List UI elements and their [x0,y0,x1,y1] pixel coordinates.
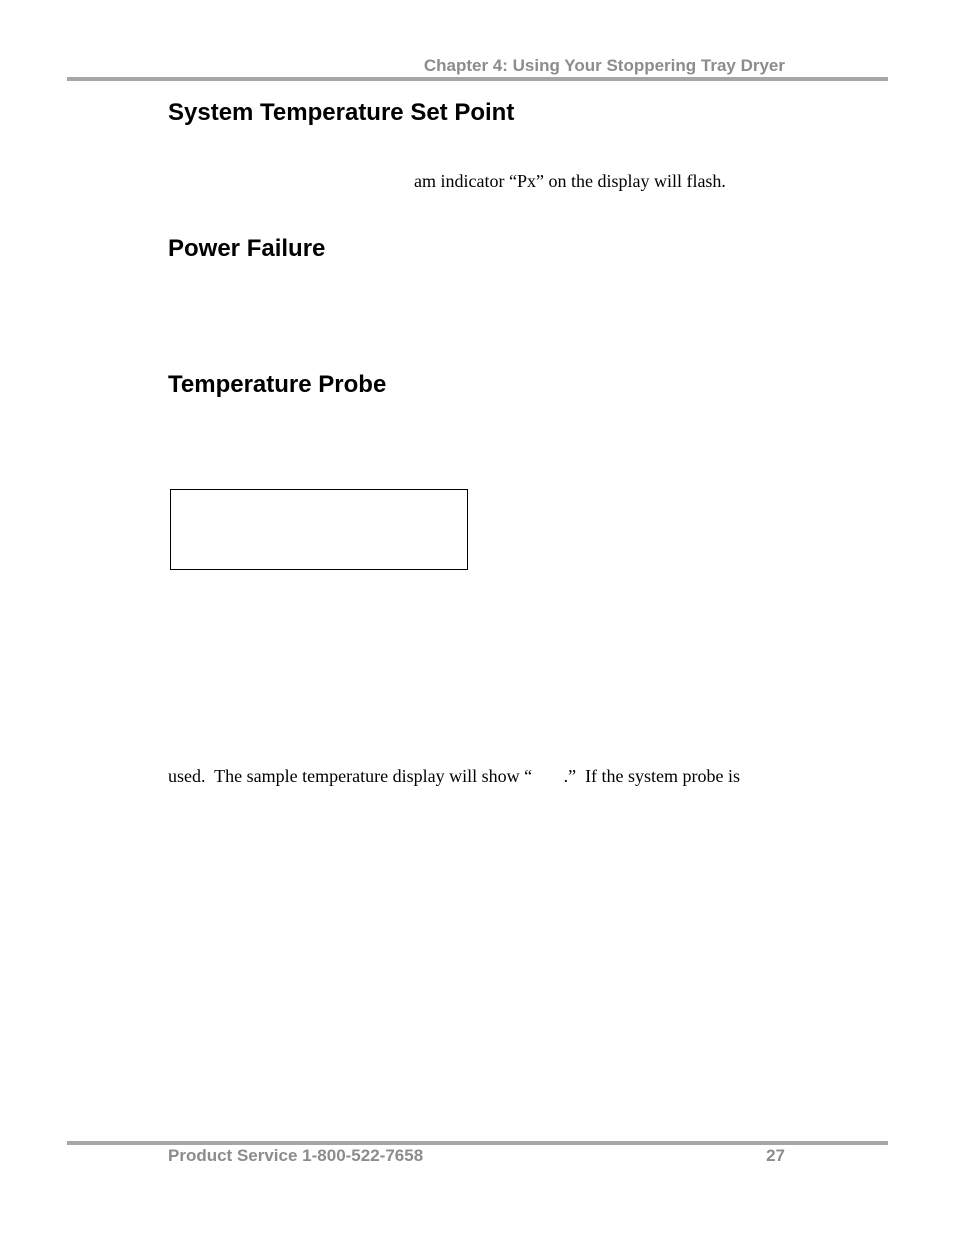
header-divider [67,77,888,81]
section-heading-temperature-probe: Temperature Probe [168,371,387,398]
probe-display-text: used. The sample temperature display will show “ .” If the system probe is [168,766,741,786]
section-heading-power-failure: Power Failure [168,235,326,262]
product-service-phone: Product Service 1-800-522-7658 [168,1146,424,1165]
chapter-running-head: Chapter 4: Using Your Stoppering Tray Dryer [423,56,785,75]
note-box [170,489,468,570]
footer-divider [67,1141,888,1145]
page-number: 27 [766,1146,785,1165]
program-indicator-text: am indicator “Px” on the display will flash. [414,171,726,191]
section-heading-system-temperature-set-point: System Temperature Set Point [168,99,515,126]
